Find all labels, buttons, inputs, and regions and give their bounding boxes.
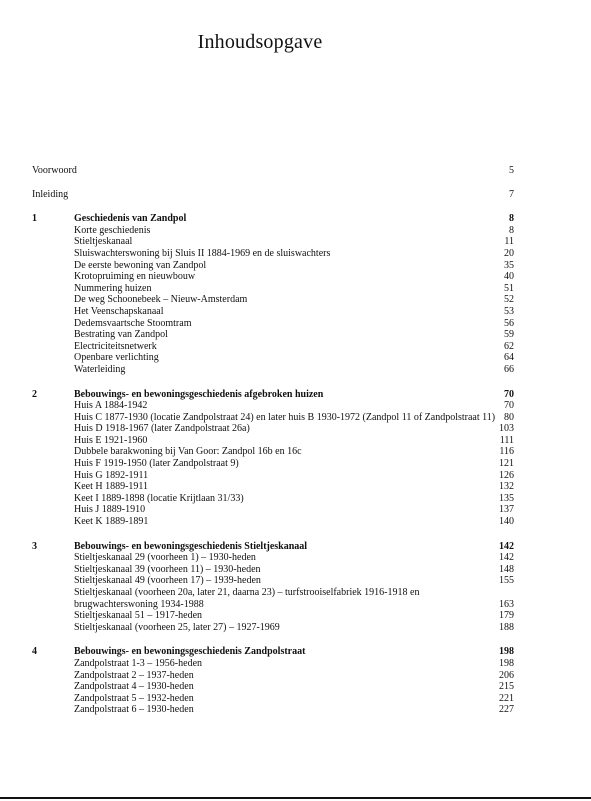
toc-item-page: 188 xyxy=(499,621,514,633)
toc-item[interactable] xyxy=(32,435,514,447)
toc-item[interactable] xyxy=(32,236,514,248)
chapter-number: 4 xyxy=(32,646,37,658)
bottom-rule xyxy=(0,797,591,799)
toc-item-label: Huis F 1919-1950 (later Zandpolstraat 9) xyxy=(74,458,239,470)
toc-item-page: 66 xyxy=(504,363,514,375)
toc-entry-inleiding[interactable] xyxy=(32,189,514,201)
toc-item-page: 198 xyxy=(499,657,514,669)
toc-item-label: Keet K 1889-1891 xyxy=(74,516,149,528)
toc-item[interactable] xyxy=(32,306,514,318)
toc-item[interactable] xyxy=(32,248,514,260)
toc-item-label: Zandpolstraat 6 – 1930-heden xyxy=(74,704,194,716)
toc-item-label: Keet I 1889-1898 (locatie Krijtlaan 31/33) xyxy=(74,492,244,504)
toc-item-label: Openbare verlichting xyxy=(74,352,159,364)
toc-item-page: 40 xyxy=(504,271,514,283)
chapter-number: 3 xyxy=(32,540,37,552)
chapter-page: 198 xyxy=(499,646,514,658)
chapter-title: Bebouwings- en bewoningsgeschiedenis Zandpolstraat xyxy=(74,646,306,658)
toc-item[interactable] xyxy=(32,364,514,376)
toc-item-page: 56 xyxy=(504,317,514,329)
toc-item[interactable] xyxy=(32,260,514,272)
chapter-heading-1[interactable] xyxy=(32,213,514,225)
toc-item[interactable] xyxy=(32,493,514,505)
toc-item[interactable] xyxy=(32,423,514,435)
toc-item[interactable] xyxy=(32,329,514,341)
table-of-contents xyxy=(32,165,514,716)
toc-item-label: Zandpolstraat 5 – 1932-heden xyxy=(74,692,194,704)
toc-item[interactable] xyxy=(32,225,514,237)
toc-item-page: 155 xyxy=(499,575,514,587)
toc-item-label: Bestrating van Zandpol xyxy=(74,329,168,341)
toc-item-page: 135 xyxy=(499,492,514,504)
toc-item[interactable] xyxy=(32,670,514,682)
toc-item-page: 148 xyxy=(499,563,514,575)
chapter-heading-2[interactable] xyxy=(32,389,514,401)
toc-item-page: 227 xyxy=(499,704,514,716)
toc-item-page: 62 xyxy=(504,340,514,352)
toc-item-label: Korte geschiedenis xyxy=(74,224,151,236)
toc-item[interactable] xyxy=(32,693,514,705)
toc-item-page: 80 xyxy=(504,411,514,423)
toc-item-page: 116 xyxy=(499,446,514,458)
toc-item-label: Dedemsvaartsche Stoomtram xyxy=(74,317,192,329)
toc-item-label: Het Veenschapskanaal xyxy=(74,305,164,317)
toc-item-label: Electriciteitsnetwerk xyxy=(74,340,157,352)
toc-item[interactable] xyxy=(32,564,514,576)
chapter-list xyxy=(32,213,514,716)
toc-item-page: 52 xyxy=(504,294,514,306)
toc-item-label: Stieltjeskanaal xyxy=(74,236,133,248)
toc-item-label: De weg Schoonebeek – Nieuw-Amsterdam xyxy=(74,294,248,306)
toc-item-label: Huis A 1884-1942 xyxy=(74,400,148,412)
toc-item[interactable] xyxy=(32,412,514,424)
chapter-title: Geschiedenis van Zandpol xyxy=(74,213,187,225)
toc-item-label: Keet H 1889-1911 xyxy=(74,481,149,493)
toc-item[interactable] xyxy=(32,504,514,516)
chapter-title: Bebouwings- en bewoningsgeschiedenis afgebroken huizen xyxy=(74,388,324,400)
toc-item[interactable] xyxy=(32,446,514,458)
toc-item[interactable] xyxy=(32,622,514,634)
toc-item-page: 137 xyxy=(499,504,514,516)
chapter-page: 142 xyxy=(499,540,514,552)
toc-entry-label: Voorwoord xyxy=(32,165,77,176)
toc-item[interactable] xyxy=(32,658,514,670)
chapter-heading-4[interactable] xyxy=(32,646,514,658)
toc-item[interactable] xyxy=(32,352,514,364)
toc-item-page: 140 xyxy=(499,516,514,528)
toc-item-page: 53 xyxy=(504,305,514,317)
toc-item-page: 132 xyxy=(499,481,514,493)
chapter-number: 2 xyxy=(32,388,37,400)
toc-item-page: 163 xyxy=(499,598,514,610)
toc-item-page: 20 xyxy=(504,247,514,259)
toc-item-label: Stieltjeskanaal (voorheen 25, later 27) – 1927-1969 xyxy=(74,621,280,633)
toc-item-label: Stieltjeskanaal 39 (voorheen 11) – 1930-heden xyxy=(74,563,261,575)
toc-item-label: Zandpolstraat 1-3 – 1956-heden xyxy=(74,657,203,669)
toc-entry-page: 5 xyxy=(509,165,514,176)
chapter-page: 8 xyxy=(509,213,514,225)
toc-item[interactable] xyxy=(32,552,514,564)
toc-entry-voorwoord[interactable] xyxy=(32,165,514,177)
toc-entry-label: Inleiding xyxy=(32,189,69,201)
toc-item-page: 111 xyxy=(499,434,514,446)
toc-item-page: 51 xyxy=(504,282,514,294)
toc-item[interactable] xyxy=(32,458,514,470)
toc-item[interactable] xyxy=(32,599,514,611)
toc-item-label: Dubbele barakwoning bij Van Goor: Zandpol 16b en 16c xyxy=(74,446,302,458)
toc-item-page: 103 xyxy=(499,423,514,435)
toc-item-label: Zandpolstraat 4 – 1930-heden xyxy=(74,681,194,693)
toc-item[interactable] xyxy=(32,341,514,353)
toc-item-page: 215 xyxy=(499,681,514,693)
toc-item-page: 64 xyxy=(504,352,514,364)
toc-item-label: Huis D 1918-1967 (later Zandpolstraat 26a) xyxy=(74,423,250,435)
toc-item-label: Huis G 1892-1911 xyxy=(74,469,149,481)
toc-item-label: Zandpolstraat 2 – 1937-heden xyxy=(74,669,194,681)
toc-item[interactable] xyxy=(32,704,514,716)
toc-item-label: Sluiswachterswoning bij Sluis II 1884-1969 en de sluiswachters xyxy=(74,247,331,259)
toc-item[interactable] xyxy=(32,681,514,693)
toc-entry-page: 7 xyxy=(509,189,514,201)
toc-item-page: 11 xyxy=(504,236,514,248)
toc-item-label: Stieltjeskanaal 51 – 1917-heden xyxy=(74,610,203,622)
toc-item[interactable] xyxy=(32,470,514,482)
toc-item-label: Stieltjeskanaal 29 (voorheen 1) – 1930-heden xyxy=(74,552,256,564)
toc-item-page: 179 xyxy=(499,610,514,622)
toc-item[interactable] xyxy=(32,587,514,599)
toc-item-label: brugwachterswoning 1934-1988 xyxy=(74,598,204,610)
toc-item-page: 126 xyxy=(499,469,514,481)
toc-item-page: 70 xyxy=(504,400,514,412)
toc-item-page: 221 xyxy=(499,692,514,704)
chapter-number: 1 xyxy=(32,213,37,225)
toc-item-page: 142 xyxy=(499,552,514,564)
toc-item-page: 8 xyxy=(509,224,514,236)
toc-item[interactable] xyxy=(32,516,514,528)
toc-item[interactable] xyxy=(32,400,514,412)
toc-item[interactable] xyxy=(32,318,514,330)
toc-item[interactable] xyxy=(32,294,514,306)
toc-item-label: Nummering huizen xyxy=(74,282,152,294)
toc-item-label: Waterleiding xyxy=(74,363,126,375)
toc-item-label: Huis C 1877-1930 (locatie Zandpolstraat 24) en later huis B 1930-1972 (Zandpol 11 of Zandpolstraat 11) xyxy=(74,411,496,423)
toc-item[interactable] xyxy=(32,271,514,283)
toc-item-label: Stieltjeskanaal (voorheen 20a, later 21, daarna 23) – turfstrooiselfabriek 1916-1918 en xyxy=(74,587,420,598)
toc-item-label: Krotopruiming en nieuwbouw xyxy=(74,271,196,283)
page-title: Inhoudsopgave xyxy=(197,31,323,53)
toc-item-page: 206 xyxy=(499,669,514,681)
chapter-heading-3[interactable] xyxy=(32,541,514,553)
toc-item[interactable] xyxy=(32,575,514,587)
toc-item-label: De eerste bewoning van Zandpol xyxy=(74,259,207,271)
toc-item-label: Stieltjeskanaal 49 (voorheen 17) – 1939-heden xyxy=(74,575,261,587)
toc-item[interactable] xyxy=(32,610,514,622)
toc-item-page: 121 xyxy=(499,458,514,470)
chapter-page: 70 xyxy=(504,388,514,400)
chapter-title: Bebouwings- en bewoningsgeschiedenis Stieltjeskanaal xyxy=(74,540,308,552)
toc-item[interactable] xyxy=(32,481,514,493)
toc-item-page: 59 xyxy=(504,329,514,341)
toc-item-label: Huis E 1921-1960 xyxy=(74,434,148,446)
toc-item[interactable] xyxy=(32,283,514,295)
toc-item-page: 35 xyxy=(504,259,514,271)
toc-item-label: Huis J 1889-1910 xyxy=(74,504,146,516)
